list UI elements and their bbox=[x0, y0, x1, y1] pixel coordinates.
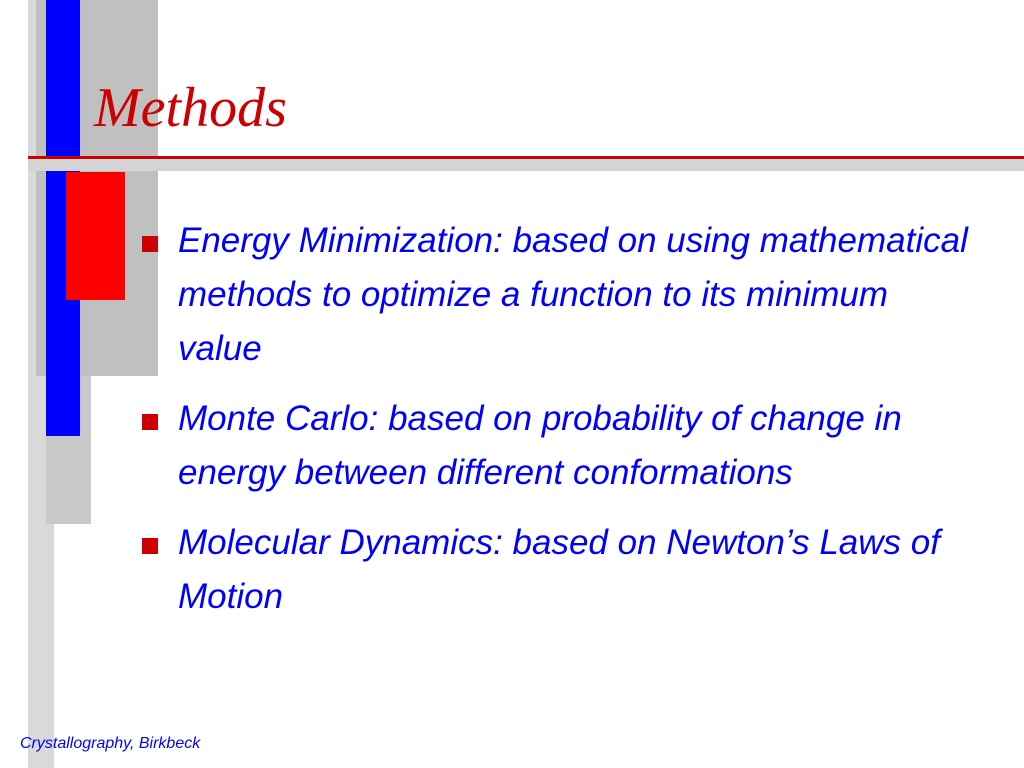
title-rule bbox=[28, 156, 1024, 159]
decorative-red-block bbox=[66, 172, 125, 300]
bullet-item bbox=[140, 392, 970, 500]
bullet-item bbox=[140, 214, 970, 376]
slide-title: Methods bbox=[94, 77, 287, 139]
red-square-bullet-icon bbox=[142, 236, 158, 252]
bullet-text: Molecular Dynamics: based on Newton’s Laws of Motion bbox=[178, 523, 940, 616]
bullet-text: Monte Carlo: based on probability of change in energy between different conformations bbox=[178, 399, 902, 492]
slide-footer: Crystallography, Birkbeck bbox=[20, 735, 201, 752]
bullet-item bbox=[140, 516, 970, 624]
title-rule-shadow bbox=[28, 159, 1024, 171]
red-square-bullet-icon bbox=[142, 538, 158, 554]
bullet-text: Energy Minimization: based on using mathematical methods to optimize a function to its minimum value bbox=[178, 221, 968, 368]
bullet-list bbox=[140, 214, 970, 640]
red-square-bullet-icon bbox=[142, 414, 158, 430]
